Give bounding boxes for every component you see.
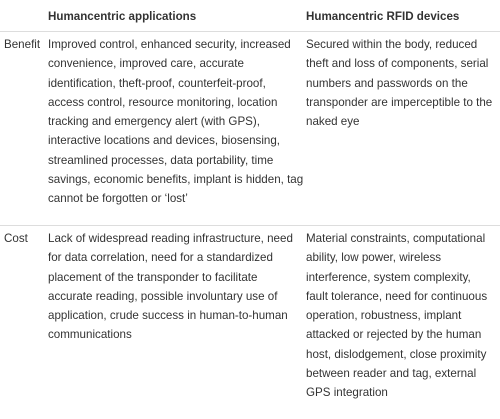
cell-line: theft and loss of components, serial (306, 57, 489, 71)
table-header-row (0, 0, 500, 31)
cell-line: attacked or rejected by the human (306, 328, 482, 342)
cell-line: Improved control, enhanced security, increased (48, 38, 291, 51)
cell-line: naked eye (306, 115, 360, 129)
cell-line: streamlined processes, data portability, time (48, 153, 274, 167)
cell-line: tracking and emergency alert (with GPS), (48, 115, 260, 129)
cell-line: identification, theft-proof, counterfeit-proof, (48, 76, 266, 90)
cell-line: access control, resource monitoring, location (48, 95, 278, 109)
cell-line: Secured within the body, reduced (306, 38, 478, 51)
cell-line: ability, low power, wireless (306, 251, 442, 265)
row-label-cost: Cost (4, 232, 28, 245)
cell-line: application, crude success in human-to-human (48, 309, 288, 323)
cell-line: Material constraints, computational (306, 232, 486, 245)
column-header-rfid-devices: Humancentric RFID devices (306, 10, 460, 23)
cell-line: communications (48, 328, 132, 342)
cell-line: fault tolerance, need for continuous (306, 289, 488, 303)
benefit-applications-cell (48, 35, 304, 209)
cell-line: operation, robustness, implant (306, 309, 462, 323)
cost-applications-cell (48, 229, 298, 345)
cell-line: convenience, improved care, accurate (48, 57, 244, 71)
cost-rfid-cell (306, 229, 494, 403)
cell-line: GPS integration (306, 386, 388, 400)
column-header-applications: Humancentric applications (48, 10, 197, 23)
cell-line: placement of the transponder to facilitate (48, 270, 258, 284)
cell-line: transponder are imperceptible to the (306, 95, 493, 109)
cell-line: Lack of widespread reading infrastructure, need (48, 232, 293, 245)
cell-line: numbers and passwords on the (306, 76, 468, 90)
cell-line: savings, economic benefits, implant is hidden, tag (48, 173, 304, 187)
cell-line: interference, system complexity, (306, 270, 471, 284)
cell-line: cannot be forgotten or ‘lost’ (48, 192, 188, 206)
cell-line: accurate reading, possible involuntary use of (48, 289, 278, 303)
row-label-benefit: Benefit (4, 38, 41, 51)
row-divider (0, 225, 500, 226)
benefit-rfid-cell (306, 35, 494, 131)
cell-line: between reader and tag, external (306, 367, 477, 381)
cell-line: for data correlation, need for a standardized (48, 251, 273, 265)
cell-line: host, dislodgement, close proximity (306, 347, 487, 361)
cell-line: interactive locations and devices, biosensing, (48, 134, 281, 148)
header-divider (0, 31, 500, 32)
